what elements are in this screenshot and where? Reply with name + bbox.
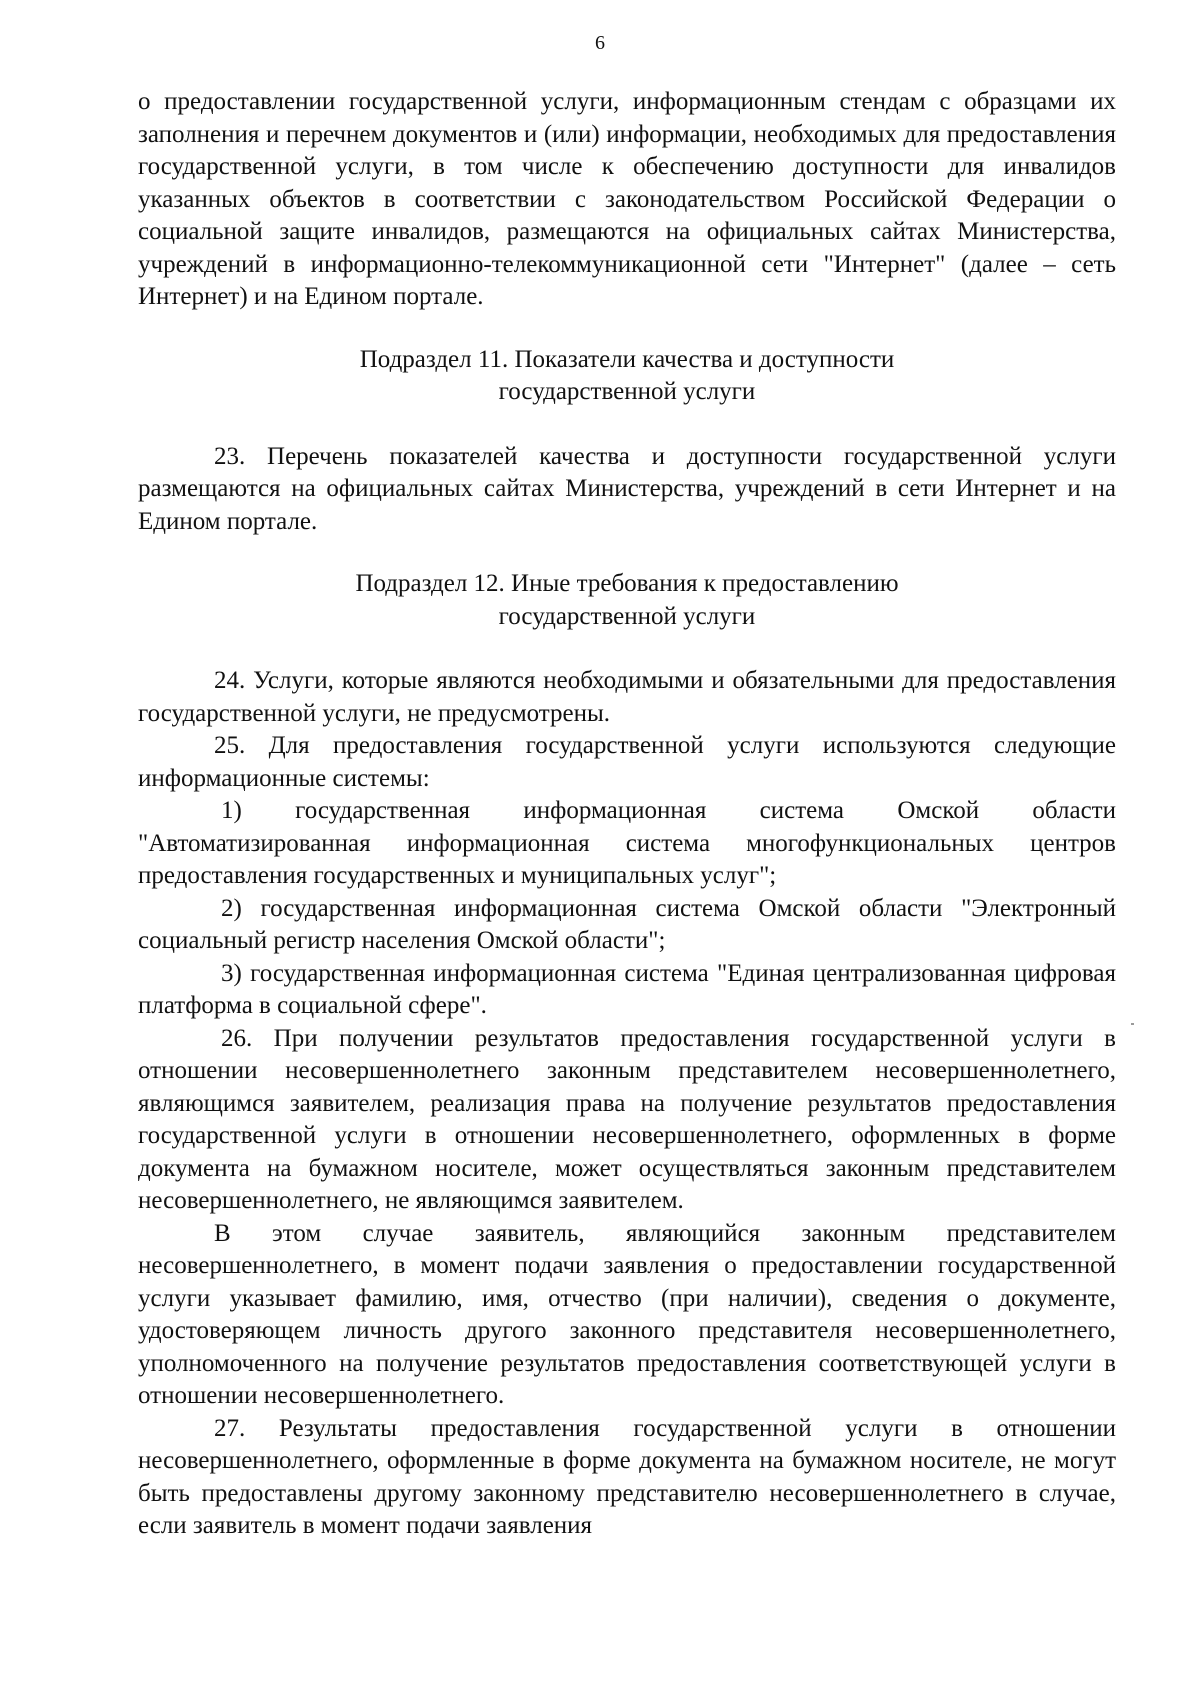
subsection-12-heading-line2: государственной услуги: [498, 602, 756, 630]
paragraph-25: 25. Для предоставления государственной услуги используются следующие информационные системы:: [138, 732, 1116, 792]
subsection-11-heading-line1: Подраздел 11. Показатели качества и доступности: [359, 345, 895, 373]
scan-speck: [1131, 1023, 1134, 1025]
subsection-11-heading-line2: государственной услуги: [498, 378, 756, 405]
document-body: [138, 86, 1116, 1543]
paragraph-27: 27. Результаты предоставления государственной услуги в отношении несовершеннолетнего, оформленные в форме документа на бумажном носителе, не могут быть предоставлены другому законному представителю несовершеннолетнего в случае, если заявитель в момент подачи заявления: [138, 1414, 1116, 1539]
paragraph-26: 26. При получении результатов предоставления государственной услуги в отношении несовершеннолетнего законным представителем несовершеннолетнего, являющимся заявителем, реализация права на получение результатов предоставления государственной услуги в отношении несовершеннолетнего, оформленных в форме документа на бумажном носителе, может осуществляться законным представителем несовершеннолетнего, не являющимся заявителем.: [138, 1024, 1116, 1214]
paragraph-26-continuation: В этом случае заявитель, являющийся законным представителем несовершеннолетнего, в момент подачи заявления о предоставлении государственной услуги указывает фамилию, имя, отчество (при наличии), сведения о документе, удостоверяющем личность другого законного представителя несовершеннолетнего, уполномоченного на получение результатов предоставления соответствующей услуги в отношении несовершеннолетнего.: [138, 1219, 1116, 1409]
paragraph-25-item-2: 2) государственная информационная система Омской области "Электронный социальный регистр населения Омской области";: [138, 894, 1116, 954]
subsection-12-heading-line1: Подраздел 12. Иные требования к предоставлению: [355, 570, 899, 597]
paragraph-intro: о предоставлении государственной услуги, информационным стендам с образцами их заполнения и перечнем документов и (или) информации, необходимых для предоставления государственной услуги, в том числе к обеспечению доступности для инвалидов указанных объектов в соответствии с законодательством Российской Федерации о социальной защите инвалидов, размещаются на официальных сайтах Министерства, учреждений в информационно-телекоммуникационной сети "Интернет" (далее – сеть Интернет) и на Едином портале.: [138, 88, 1116, 310]
paragraph-25-item-1: 1) государственная информационная система Омской области "Автоматизированная информационная система многофункциональных центров предоставления государственных и муниципальных услуг";: [138, 797, 1116, 889]
paragraph-25-item-3: 3) государственная информационная система "Единая централизованная цифровая платформа в социальной сфере".: [138, 959, 1116, 1019]
page-number: 6: [595, 32, 605, 54]
paragraph-24: 24. Услуги, которые являются необходимыми и обязательными для предоставления государственной услуги, не предусмотрены.: [138, 667, 1116, 727]
paragraph-23: 23. Перечень показателей качества и доступности государственной услуги размещаются на официальных сайтах Министерства, учреждений в сети Интернет и на Едином портале.: [138, 442, 1116, 535]
